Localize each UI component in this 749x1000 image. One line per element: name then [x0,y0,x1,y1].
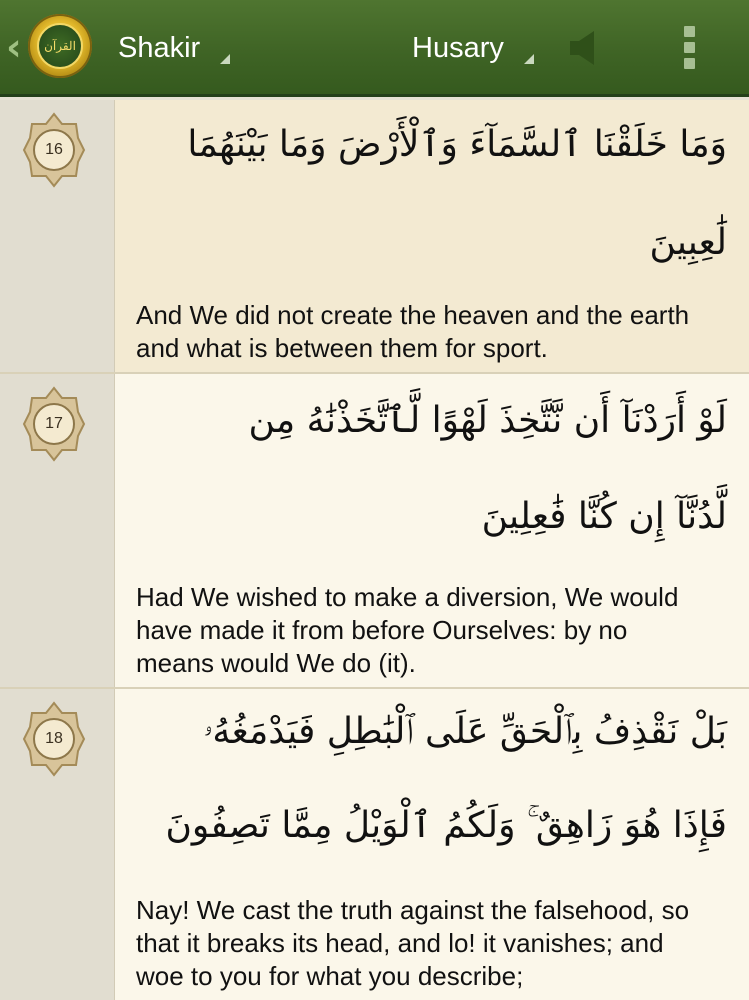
translation-text [136,299,725,365]
arabic-line: لَوْ أَرَدْنَآ أَن نَّتَّخِذَ لَهْوًا لَّٱتَّخَذْنَٰهُ مِن [248,400,727,441]
ayah-number-marker [22,701,86,777]
arabic-line: بَلْ نَقْذِفُ بِٱلْحَقِّ عَلَى ٱلْبَٰطِلِ فَيَدْمَغُهُۥ [203,711,727,752]
translation-line: have made it from before Ourselves: by no [136,615,628,645]
ayah-number-marker [22,386,86,462]
action-bar [0,0,749,97]
translation-text [136,581,725,680]
arabic-line: فَإِذَا هُوَ زَاهِقٌ ۚ وَلَكُمُ ٱلْوَيْلُ مِمَّا تَصِفُونَ [165,805,727,846]
dropdown-caret-icon [220,54,230,64]
translation-text [136,894,725,993]
translation-label: Shakir [118,32,201,64]
arabic-line: لَٰعِبِينَ [649,222,727,263]
arabic-line: لَّدُنَّآ إِن كُنَّا فَٰعِلِينَ [481,496,727,537]
translation-line: and what is between them for sport. [136,333,548,363]
dropdown-caret-icon [524,54,534,64]
verse-row-16[interactable] [0,100,749,372]
ayah-number: 17 [45,415,63,432]
ayah-number: 16 [45,141,63,158]
chevron-left-icon[interactable]: ‹ [6,25,22,69]
verse-content [115,374,749,687]
ayah-number: 18 [45,730,63,747]
translation-line: Had We wished to make a diversion, We would [136,582,679,612]
verse-row-17[interactable] [0,374,749,687]
verse-row-18[interactable] [0,689,749,1000]
translation-line: And We did not create the heaven and the earth [136,300,690,330]
quran-logo-icon[interactable] [28,14,92,78]
reciter-dropdown[interactable] [412,26,536,70]
translation-dropdown[interactable] [118,26,236,70]
verse-content [115,689,749,1000]
translation-line: woe to you for what you describe; [136,961,524,991]
translation-line: means would We do (it). [136,648,416,678]
speaker-icon[interactable] [568,28,598,68]
ayah-number-marker [22,112,86,188]
logo-text: القرآن [37,23,83,69]
translation-line: Nay! We cast the truth against the falsehood, so [136,895,690,925]
translation-line: that it breaks its head, and lo! it vanishes; and [136,928,664,958]
overflow-menu-icon[interactable] [681,26,697,72]
reciter-label: Husary [412,32,504,64]
arabic-line: وَمَا خَلَقْنَا ٱلسَّمَآءَ وَٱلْأَرْضَ وَمَا بَيْنَهُمَا [187,124,727,165]
verse-content [115,100,749,372]
